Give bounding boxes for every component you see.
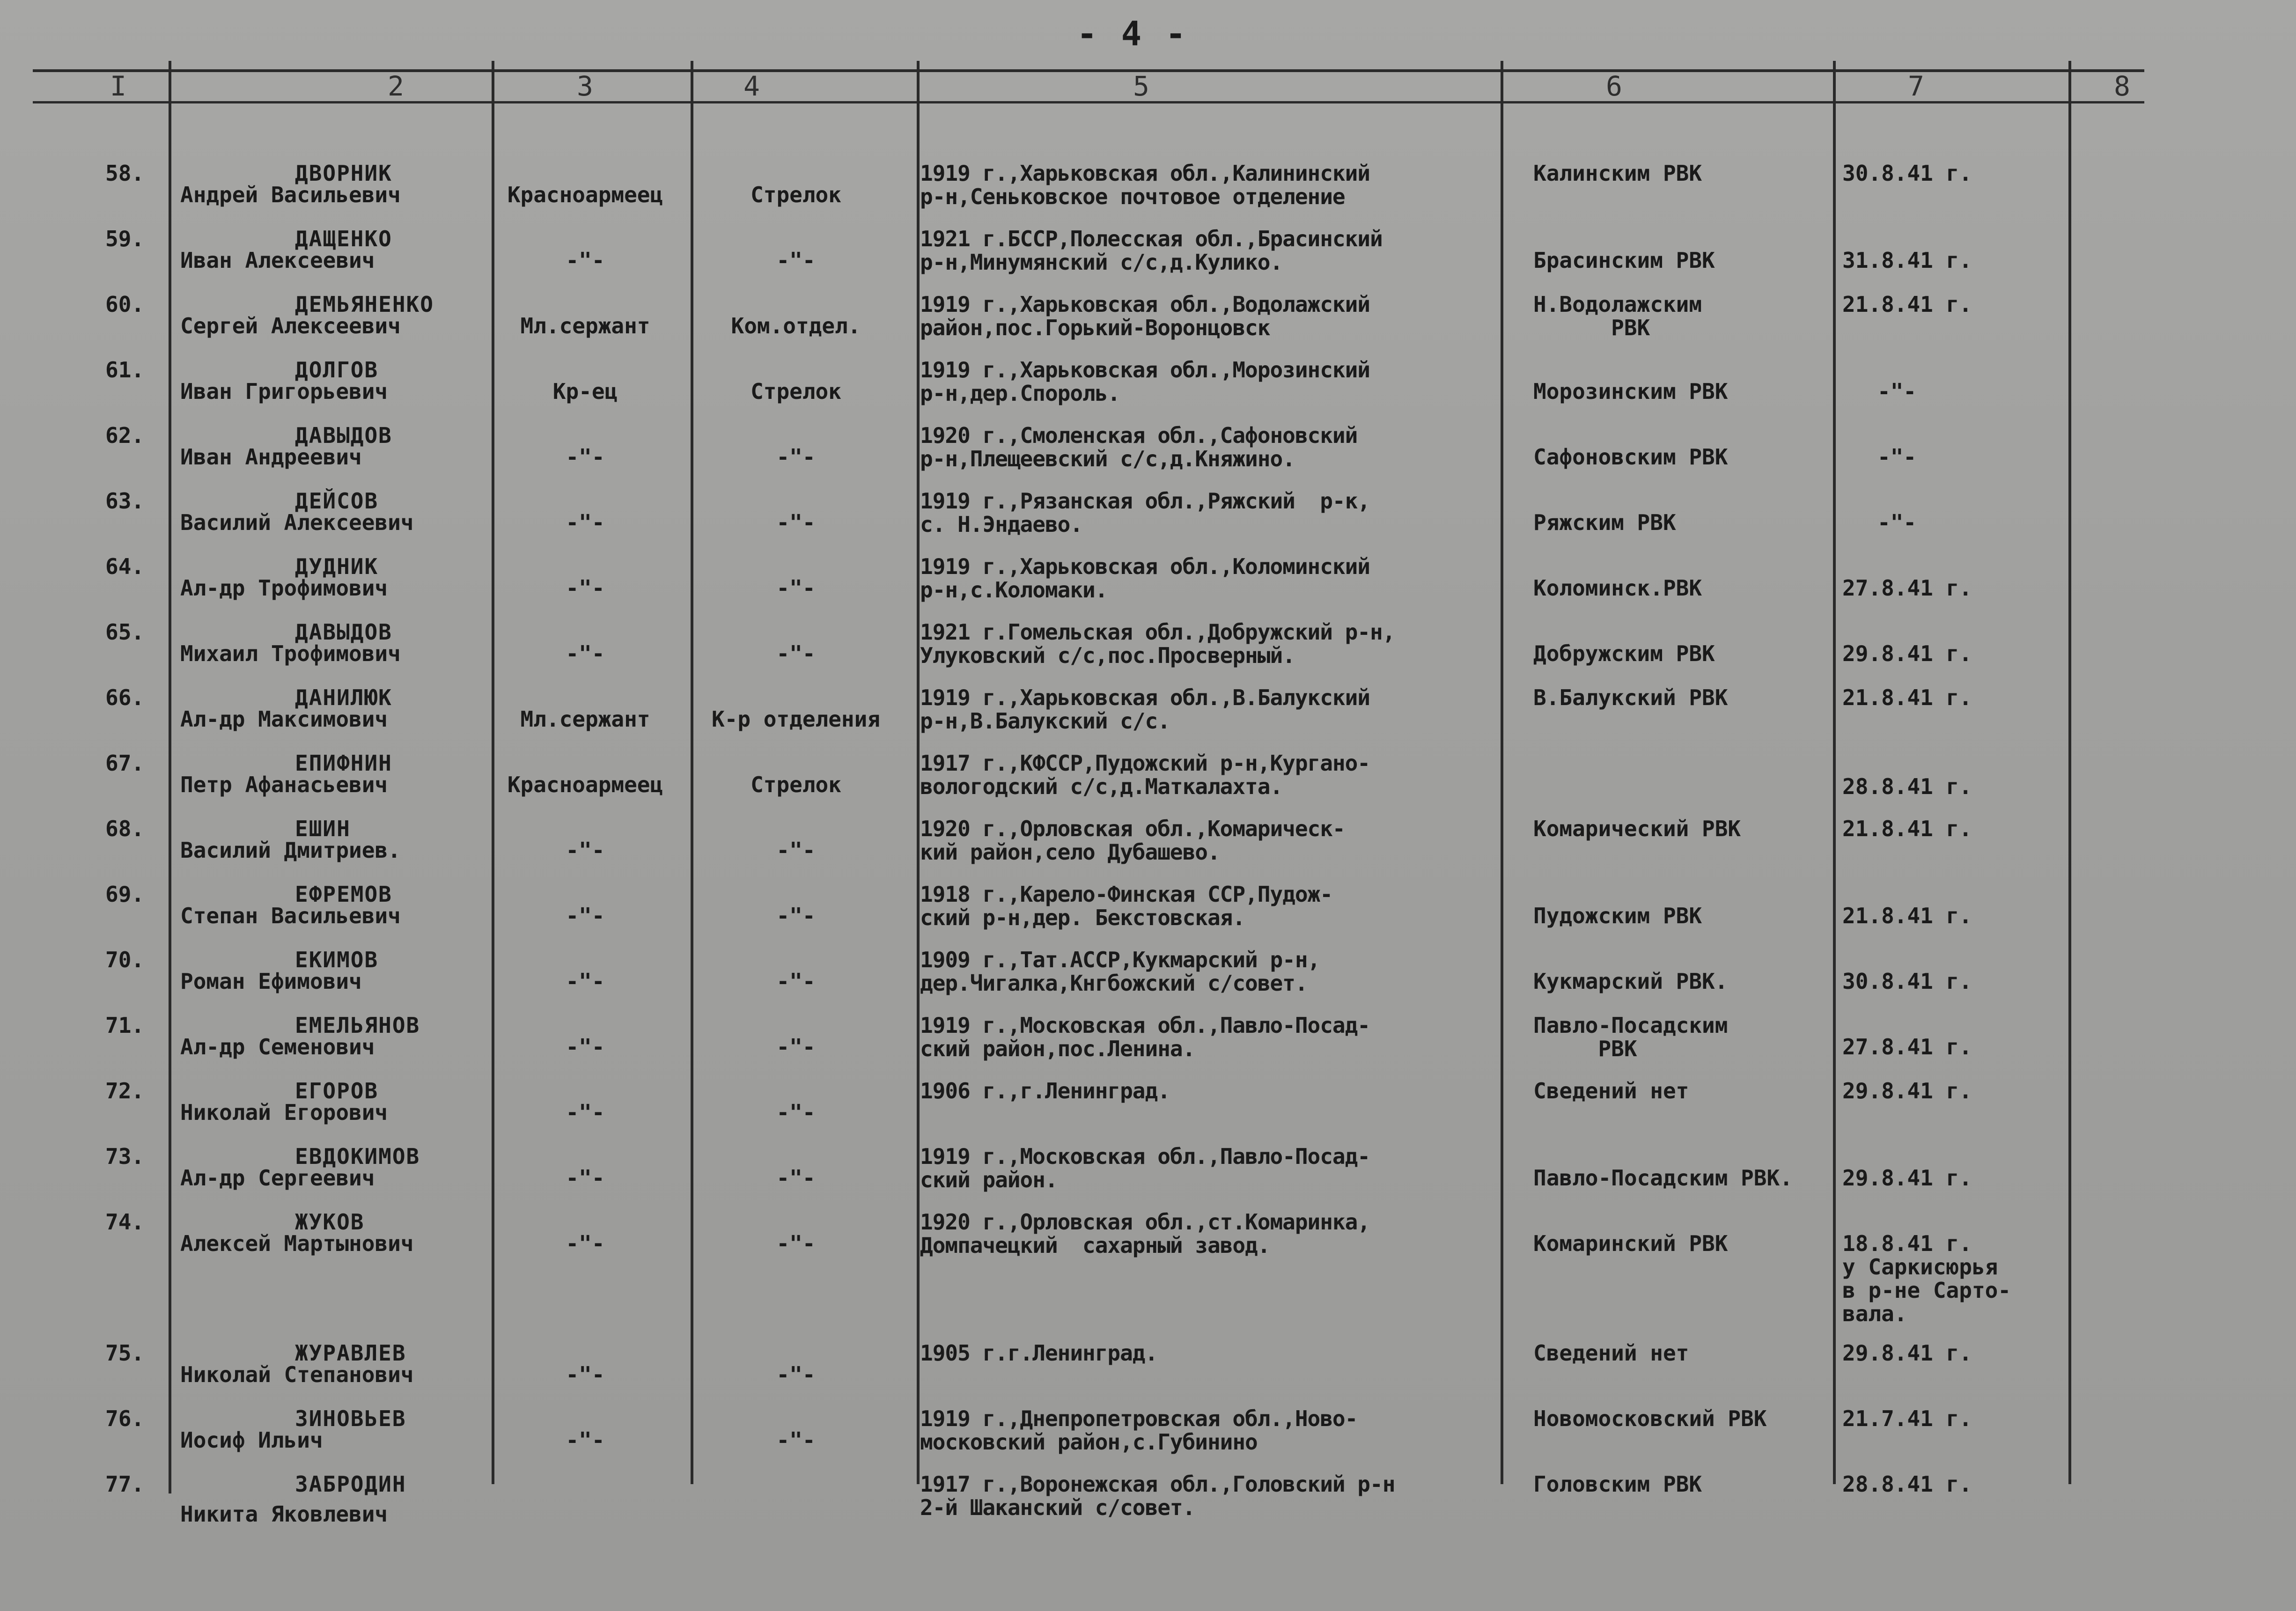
position: -"-	[776, 1362, 816, 1387]
draft-office: Брасинским РВК	[1533, 248, 1715, 273]
date: -"-	[1877, 379, 1917, 404]
column-number-7: 7	[1908, 70, 1924, 102]
given-name: Сергей Алексеевич	[180, 313, 401, 338]
date: 21.8.41 г.	[1842, 292, 1972, 317]
given-name: Иван Алексеевич	[180, 248, 375, 273]
column-number-5: 5	[1133, 70, 1149, 102]
rank: -"-	[566, 1427, 605, 1453]
draft-office: Сафоновским РВК	[1533, 444, 1728, 470]
given-name: Николай Степанович	[180, 1362, 414, 1387]
table-row	[0, 1079, 2296, 1145]
row-number: 71.	[105, 1013, 145, 1038]
surname: ЕМЕЛЬЯНОВ	[295, 1013, 420, 1038]
table-row	[0, 1472, 2296, 1538]
birth-details: 1919 г.,Днепропетровская обл.,Ново- московский район,с.Губинино	[920, 1406, 1358, 1455]
row-number: 67.	[105, 750, 145, 776]
rank: -"-	[566, 969, 605, 994]
birth-details: 1917 г.,Воронежская обл.,Головский р-н 2-й Шаканский с/совет.	[920, 1471, 1395, 1520]
table-row	[0, 1407, 2296, 1472]
date: 21.8.41 г.	[1842, 903, 1972, 928]
birth-details: 1909 г.,Тат.АССР,Кукмарский р-н, дер.Чигалка,Кнгбожский с/совет.	[920, 947, 1320, 996]
rank: -"-	[566, 444, 605, 470]
row-number: 69.	[105, 882, 145, 907]
row-number: 59.	[105, 226, 145, 251]
position: -"-	[776, 903, 816, 928]
table-row	[0, 555, 2296, 620]
column-number-1: I	[110, 70, 126, 102]
rank: -"-	[566, 510, 605, 535]
surname: ЕФРЕМОВ	[295, 882, 392, 907]
given-name: Ал-др Семенович	[180, 1034, 375, 1059]
surname: ДАНИЛЮК	[295, 685, 392, 710]
table-row	[0, 1014, 2296, 1079]
table-row	[0, 424, 2296, 489]
date: 21.7.41 г.	[1842, 1406, 1972, 1431]
table-row	[0, 293, 2296, 358]
date: 31.8.41 г.	[1842, 248, 1972, 273]
given-name: Ал-др Сергеевич	[180, 1165, 375, 1191]
date: 21.8.41 г.	[1842, 685, 1972, 710]
table-row	[0, 686, 2296, 751]
given-name: Степан Васильевич	[180, 903, 401, 928]
rank: Мл.сержант	[520, 706, 650, 732]
rank: -"-	[566, 641, 605, 666]
surname: ЗИНОВЬЕВ	[295, 1406, 406, 1431]
page-number: - 4 -	[1077, 14, 1188, 53]
rank: -"-	[566, 1231, 605, 1256]
position: -"-	[776, 641, 816, 666]
birth-details: 1919 г.,Харьковская обл.,Морозинский р-н,дер.Спороль.	[920, 357, 1370, 406]
rank: Мл.сержант	[520, 313, 650, 338]
date: 27.8.41 г.	[1842, 575, 1972, 601]
position: -"-	[776, 510, 816, 535]
position: -"-	[776, 1427, 816, 1453]
given-name: Никита Яковлевич	[180, 1501, 388, 1527]
rank: Красноармеец	[507, 772, 663, 797]
table-row	[0, 751, 2296, 817]
given-name: Василий Дмитриев.	[180, 838, 401, 863]
birth-details: 1919 г.,Харьковская обл.,Коломинский р-н,с.Коломаки.	[920, 554, 1370, 603]
row-number: 72.	[105, 1078, 145, 1103]
draft-office: В.Балукский РВК	[1533, 685, 1728, 710]
birth-details: 1905 г.г.Ленинград.	[920, 1340, 1158, 1366]
date: -"-	[1877, 444, 1917, 470]
birth-details: 1906 г.,г.Ленинград.	[920, 1078, 1170, 1103]
column-number-3: 3	[577, 70, 593, 102]
given-name: Иван Григорьевич	[180, 379, 388, 404]
draft-office: Морозинским РВК	[1533, 379, 1728, 404]
birth-details: 1919 г.,Московская обл.,Павло-Посад- ский район.	[920, 1144, 1370, 1192]
date: 29.8.41 г.	[1842, 1078, 1972, 1103]
draft-office: Ряжским РВК	[1533, 510, 1676, 535]
date: 29.8.41 г.	[1842, 641, 1972, 666]
date: 21.8.41 г.	[1842, 816, 1972, 841]
draft-office: Комаричеcкий РВК	[1533, 816, 1741, 841]
surname: ЕКИМОВ	[295, 947, 379, 972]
birth-details: 1917 г.,КФССР,Пудожский р-н,Кургано- вологодский с/с,д.Маткалахта.	[920, 750, 1370, 799]
row-number: 68.	[105, 816, 145, 841]
rank: -"-	[566, 838, 605, 863]
birth-details: 1919 г.,Харьковская обл.,Водолажский район,пос.Горький-Воронцовск	[920, 292, 1370, 340]
draft-office: Новомосковский РВК	[1533, 1406, 1767, 1431]
draft-office: Головским РВК	[1533, 1471, 1702, 1497]
position: К-р отделения	[711, 706, 881, 732]
rank: Красноармеец	[507, 182, 663, 207]
rank: -"-	[566, 1362, 605, 1387]
birth-details: 1921 г.БССР,Полесская обл.,Брасинский р-н,Минумянский с/с,д.Кулико.	[920, 226, 1383, 275]
table-row	[0, 489, 2296, 555]
row-number: 58.	[105, 161, 145, 186]
column-number-8: 8	[2114, 70, 2130, 102]
row-number: 77.	[105, 1471, 145, 1497]
birth-details: 1919 г.,Харьковская обл.,В.Балукский р-н,В.Балукский с/с.	[920, 685, 1370, 734]
header-rule-top	[33, 69, 2144, 72]
date: 30.8.41 г.	[1842, 161, 1972, 186]
draft-office: Павло-Посадским РВК.	[1533, 1165, 1793, 1191]
date: 28.8.41 г.	[1842, 1471, 1972, 1497]
surname: ДЕЙСОВ	[295, 488, 379, 514]
surname: ЖУРАВЛЕВ	[295, 1340, 406, 1366]
birth-details: 1919 г.,Рязанская обл.,Ряжский р-к, с. Н.Эндаево.	[920, 488, 1370, 537]
draft-office: Добружским РВК	[1533, 641, 1715, 666]
given-name: Ал-др Максимович	[180, 706, 388, 732]
given-name: Петр Афанасьевич	[180, 772, 388, 797]
date: 27.8.41 г.	[1842, 1034, 1972, 1059]
position: -"-	[776, 1165, 816, 1191]
position: Стрелок	[751, 182, 841, 207]
birth-details: 1919 г.,Московская обл.,Павло-Посад- ский район,пос.Ленина.	[920, 1013, 1370, 1061]
rank: -"-	[566, 1165, 605, 1191]
rank: -"-	[566, 248, 605, 273]
position: -"-	[776, 1231, 816, 1256]
rank: -"-	[566, 1100, 605, 1125]
date: 29.8.41 г.	[1842, 1165, 1972, 1191]
row-number: 70.	[105, 947, 145, 972]
row-number: 63.	[105, 488, 145, 514]
date: 29.8.41 г.	[1842, 1340, 1972, 1366]
draft-office: Сведений нет	[1533, 1078, 1689, 1103]
column-number-2: 2	[388, 70, 404, 102]
surname: ДАВЫДОВ	[295, 423, 392, 448]
given-name: Андрей Васильевич	[180, 182, 401, 207]
position: -"-	[776, 575, 816, 601]
rank: Кр-ец	[552, 379, 618, 404]
position: -"-	[776, 838, 816, 863]
rank: -"-	[566, 575, 605, 601]
row-number: 74.	[105, 1209, 145, 1235]
surname: ДАЩЕНКО	[295, 226, 392, 251]
position: -"-	[776, 1034, 816, 1059]
row-number: 62.	[105, 423, 145, 448]
table-row	[0, 227, 2296, 293]
draft-office: Павло-Посадским РВК	[1533, 1013, 1728, 1061]
draft-office: Калинским РВК	[1533, 161, 1702, 186]
table-row	[0, 883, 2296, 948]
draft-office: Н.Водолажским РВК	[1533, 292, 1702, 340]
draft-office: Коломинск.РВК	[1533, 575, 1702, 601]
table-row	[0, 162, 2296, 227]
given-name: Василий Алексеевич	[180, 510, 414, 535]
given-name: Ал-др Трофимович	[180, 575, 388, 601]
given-name: Михаил Трофимович	[180, 641, 401, 666]
surname: ЕГОРОВ	[295, 1078, 379, 1103]
surname: ЖУКОВ	[295, 1209, 365, 1235]
given-name: Роман Ефимович	[180, 969, 362, 994]
draft-office: Пудожским РВК	[1533, 903, 1702, 928]
position: Стрелок	[751, 379, 841, 404]
surname: ДЕМЬЯНЕНКО	[295, 292, 434, 317]
birth-details: 1919 г.,Харьковская обл.,Калининский р-н,Сеньковское почтовое отделение	[920, 161, 1370, 209]
rank: -"-	[566, 1034, 605, 1059]
draft-office: Кукмарский РВК.	[1533, 969, 1728, 994]
given-name: Алексей Мартынович	[180, 1231, 414, 1256]
given-name: Иосиф Ильич	[180, 1427, 323, 1453]
surname: ЕВДОКИМОВ	[295, 1144, 420, 1169]
position: Ком.отдел.	[731, 313, 861, 338]
position: -"-	[776, 248, 816, 273]
table-row	[0, 1341, 2296, 1407]
table-row	[0, 1209, 2296, 1326]
date: -"-	[1877, 510, 1917, 535]
row-number: 64.	[105, 554, 145, 579]
surname: ДУДНИК	[295, 554, 379, 579]
table-row	[0, 620, 2296, 686]
row-number: 66.	[105, 685, 145, 710]
given-name: Иван Андреевич	[180, 444, 362, 470]
surname: ДВОРНИК	[295, 161, 392, 186]
row-number: 60.	[105, 292, 145, 317]
birth-details: 1920 г.,Орловская обл.,Комаричеcк- кий район,село Дубашево.	[920, 816, 1345, 865]
date: 28.8.41 г.	[1842, 774, 1972, 799]
row-number: 73.	[105, 1144, 145, 1169]
draft-office: Комаринский РВК	[1533, 1231, 1728, 1256]
surname: ЕШИН	[295, 816, 351, 841]
birth-details: 1921 г.Гомельская обл.,Добружский р-н, Улуковский с/с,пос.Просверный.	[920, 619, 1395, 668]
rank: -"-	[566, 903, 605, 928]
column-number-6: 6	[1606, 70, 1622, 102]
header-rule-bottom	[33, 101, 2144, 103]
row-number: 75.	[105, 1340, 145, 1366]
given-name: Николай Егорович	[180, 1100, 388, 1125]
position: -"-	[776, 1100, 816, 1125]
column-number-4: 4	[743, 70, 760, 102]
surname: ЕПИФНИН	[295, 750, 392, 776]
birth-details: 1920 г.,Орловская обл.,ст.Комаринка, Домпачецкий сахарный завод.	[920, 1209, 1370, 1258]
row-number: 76.	[105, 1406, 145, 1431]
date: 18.8.41 г. у Саркисюрья в р-не Сарто- вала.	[1842, 1231, 2011, 1326]
surname: ДАВЫДОВ	[295, 619, 392, 645]
row-number: 65.	[105, 619, 145, 645]
surname: ДОЛГОВ	[295, 357, 379, 383]
draft-office: Сведений нет	[1533, 1340, 1689, 1366]
birth-details: 1920 г.,Смоленская обл.,Сафоновский р-н,Плещеевский с/с,д.Княжино.	[920, 423, 1358, 471]
date: 30.8.41 г.	[1842, 969, 1972, 994]
table-row	[0, 1145, 2296, 1210]
table-row	[0, 817, 2296, 883]
position: -"-	[776, 444, 816, 470]
surname: ЗАБРОДИН	[295, 1471, 406, 1497]
table-row	[0, 948, 2296, 1014]
position: -"-	[776, 969, 816, 994]
position: Стрелок	[751, 772, 841, 797]
table-row	[0, 358, 2296, 424]
birth-details: 1918 г.,Карело-Финская ССР,Пудож- ский р-н,дер. Бекстовская.	[920, 882, 1332, 930]
row-number: 61.	[105, 357, 145, 383]
